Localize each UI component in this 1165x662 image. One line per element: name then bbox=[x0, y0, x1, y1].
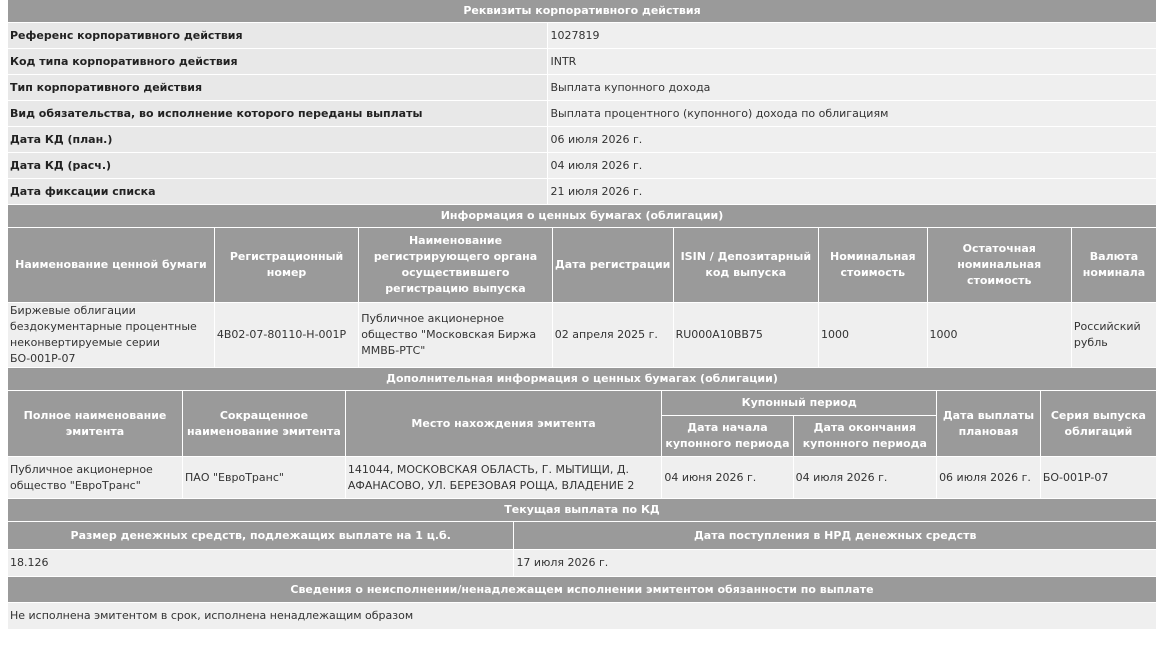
col-reg-number: Регистрационный номер bbox=[215, 228, 358, 302]
coupon-end: 04 июля 2026 г. bbox=[794, 457, 936, 498]
additional-title: Дополнительная информация о ценных бумагах (облигации) bbox=[8, 368, 1156, 390]
currency: Российский рубль bbox=[1072, 303, 1156, 367]
col-nominal: Номинальная стоимость bbox=[819, 228, 927, 302]
additional-table bbox=[7, 367, 1157, 499]
residual-nominal: 1000 bbox=[928, 303, 1071, 367]
ref-value: 1027819 bbox=[548, 23, 1156, 48]
issuer-full-name: Публичное акционерное общество "ЕвроТранс" bbox=[8, 457, 182, 498]
failure-table bbox=[7, 576, 1157, 630]
issuer-location: 141044, МОСКОВСКАЯ ОБЛАСТЬ, Г. МЫТИЩИ, Д. АФАНАСОВО, УЛ. БЕРЕЗОВАЯ РОЩА, ВЛАДЕНИЕ 2 bbox=[346, 457, 661, 498]
payment-amount: 18.126 bbox=[8, 550, 513, 576]
requisites-table bbox=[7, 0, 1157, 205]
col-isin: ISIN / Депозитарный код выпуска bbox=[674, 228, 818, 302]
obligation-label: Вид обязательства, во исполнение которого переданы выплаты bbox=[8, 101, 547, 126]
col-payment-date: Дата поступления в НРД денежных средств bbox=[514, 522, 1156, 549]
payment-title: Текущая выплата по КД bbox=[8, 499, 1156, 521]
payment-date: 17 июля 2026 г. bbox=[514, 550, 1156, 576]
issuer-short-name: ПАО "ЕвроТранс" bbox=[183, 457, 345, 498]
table-row bbox=[8, 75, 1156, 100]
series: БО-001P-07 bbox=[1041, 457, 1156, 498]
table-row bbox=[8, 179, 1156, 204]
record-date-label: Дата фиксации списка bbox=[8, 179, 547, 204]
coupon-start: 04 июня 2026 г. bbox=[662, 457, 792, 498]
obligation-value: Выплата процентного (купонного) дохода по облигациям bbox=[548, 101, 1156, 126]
col-series: Серия выпуска облигаций bbox=[1041, 391, 1156, 456]
isin: RU000A10BB75 bbox=[674, 303, 818, 367]
reg-number: 4B02-07-80110-H-001P bbox=[215, 303, 358, 367]
col-reg-authority: Наименование регистрирующего органа осуществившего регистрацию выпуска bbox=[359, 228, 552, 302]
type-code-label: Код типа корпоративного действия bbox=[8, 49, 547, 74]
col-pay-date: Дата выплаты плановая bbox=[937, 391, 1040, 456]
table-row bbox=[8, 101, 1156, 126]
table-row bbox=[8, 49, 1156, 74]
type-label: Тип корпоративного действия bbox=[8, 75, 547, 100]
reg-authority: Публичное акционерное общество "Московская Биржа ММВБ-РТС" bbox=[359, 303, 552, 367]
securities-title: Информация о ценных бумагах (облигации) bbox=[8, 205, 1156, 227]
date-calc-value: 04 июля 2026 г. bbox=[548, 153, 1156, 178]
table-row bbox=[8, 23, 1156, 48]
col-issuer-location: Место нахождения эмитента bbox=[346, 391, 661, 456]
col-coupon-period: Купонный период bbox=[662, 391, 936, 415]
failure-title: Сведения о неисполнении/ненадлежащем исполнении эмитентом обязанности по выплате bbox=[8, 577, 1156, 602]
col-coupon-start: Дата начала купонного периода bbox=[662, 416, 792, 456]
failure-value: Не исполнена эмитентом в срок, исполнена ненадлежащим образом bbox=[8, 603, 1156, 629]
table-row bbox=[8, 457, 1156, 498]
col-residual-nominal: Остаточная номинальная стоимость bbox=[928, 228, 1071, 302]
table-row bbox=[8, 153, 1156, 178]
date-calc-label: Дата КД (расч.) bbox=[8, 153, 547, 178]
col-issuer-full-name: Полное наименование эмитента bbox=[8, 391, 182, 456]
record-date-value: 21 июля 2026 г. bbox=[548, 179, 1156, 204]
security-name: Биржевые облигации бездокументарные процентные неконвертируемые серии БО-001P-07 bbox=[8, 303, 214, 367]
requisites-title: Реквизиты корпоративного действия bbox=[8, 0, 1156, 22]
table-row bbox=[8, 127, 1156, 152]
type-value: Выплата купонного дохода bbox=[548, 75, 1156, 100]
col-currency: Валюта номинала bbox=[1072, 228, 1156, 302]
table-row bbox=[8, 550, 1156, 576]
col-issuer-short-name: Сокращенное наименование эмитента bbox=[183, 391, 345, 456]
table-row bbox=[8, 603, 1156, 629]
reg-date: 02 апреля 2025 г. bbox=[553, 303, 673, 367]
col-payment-amount: Размер денежных средств, подлежащих выплате на 1 ц.б. bbox=[8, 522, 513, 549]
pay-date: 06 июля 2026 г. bbox=[937, 457, 1040, 498]
payment-table bbox=[7, 498, 1157, 577]
table-row bbox=[8, 303, 1156, 367]
date-plan-value: 06 июля 2026 г. bbox=[548, 127, 1156, 152]
type-code-value: INTR bbox=[548, 49, 1156, 74]
securities-table bbox=[7, 204, 1157, 368]
corporate-action-details bbox=[7, 0, 1157, 630]
col-coupon-end: Дата окончания купонного периода bbox=[794, 416, 936, 456]
ref-label: Референс корпоративного действия bbox=[8, 23, 547, 48]
col-security-name: Наименование ценной бумаги bbox=[8, 228, 214, 302]
date-plan-label: Дата КД (план.) bbox=[8, 127, 547, 152]
nominal: 1000 bbox=[819, 303, 927, 367]
col-reg-date: Дата регистрации bbox=[553, 228, 673, 302]
